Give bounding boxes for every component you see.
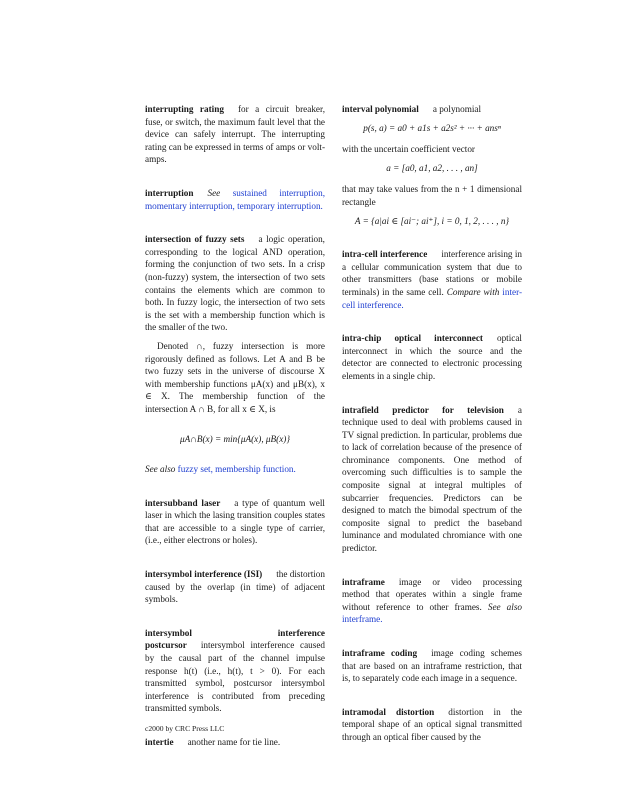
entry-term: intraframe coding — [342, 648, 418, 658]
cross-reference-link[interactable]: sustained interruption, — [232, 187, 325, 198]
entry-term: intraframe — [342, 576, 385, 587]
compare-with-label: Compare with — [446, 286, 500, 297]
entry-intraframe-coding — [342, 647, 522, 685]
entry-definition: interference arising in a cellular communication system that due to other transmitters (base stations or mobile terminals) in the same cell. — [342, 249, 523, 297]
entry-term: intersymbol interference (ISI) — [145, 569, 263, 580]
entry-definition: image coding schemes that are based on an intraframe restriction, that is, to separately code each image in a sequence. — [342, 648, 522, 684]
entry-term: intramodal distortion — [342, 706, 435, 717]
entry-intrafield-predictor — [342, 404, 522, 555]
entry-definition: a polynomial — [432, 104, 482, 114]
entry-term: intrafield predictor for television — [342, 404, 504, 415]
cross-reference-link[interactable]: inter-cell interference. — [342, 286, 523, 310]
entry-term: intersection of fuzzy sets — [145, 234, 245, 245]
equation: A = {a|ai ∈ [ai⁻; ai⁺], i = 0, 1, 2, . . . , n} — [354, 215, 510, 226]
entry-definition: optical interconnect in which the source and the detector are connected to electronic processing elements in a single chip. — [342, 333, 522, 381]
entry-term: intersymbol interference postcursor — [145, 627, 325, 651]
cross-reference-link[interactable]: fuzzy set, — [177, 464, 213, 475]
entry-term: intra-chip optical interconnect — [342, 333, 483, 344]
entry-interval-polynomial — [342, 103, 522, 227]
entry-intra-chip-optical-interconnect — [342, 332, 522, 382]
cross-reference-link[interactable]: momentary interruption, — [145, 200, 235, 211]
entry-term: intertie — [145, 736, 174, 747]
entry-term: intersubband laser — [145, 497, 221, 508]
entry-definition: distortion in the temporal shape of an optical signal transmitted through an optical fiber caused by the — [342, 706, 523, 742]
entry-intertie — [145, 736, 325, 749]
equation: μA∩B(x) = min{μA(x), μB(x)} — [179, 434, 291, 445]
entry-paragraph: Denoted ∩, fuzzy intersection is more rigorously defined as follows. Let A and B be two fuzzy sets in the universe of discourse X with membership functions μA(x) and μB(x), x ∈ X. The membership function of the intersection A ∩ B, for all x ∈ X, is — [145, 340, 325, 414]
equation: a = [a0, a1, a2, . . . , an] — [386, 162, 478, 173]
see-also-label: See also — [487, 601, 522, 612]
cross-reference-link[interactable]: interframe. — [342, 614, 383, 625]
cross-reference-link[interactable]: temporary interruption. — [237, 200, 323, 211]
entry-definition: a technique used to deal with problems caused in TV signal prediction. In particular, problems due to lack of correlation because of the presence of chrominance components. One method of overcoming such difficulties is to sample the composite signal at integral multiples of subcarrier frequencies. Predictors can be designed to match the bimodal spectrum of the composite signal to predict the baseband luminance and modulated chromiance with one predictor. — [342, 404, 522, 554]
see-label: See — [207, 187, 221, 198]
entry-intersection-of-fuzzy-sets — [145, 233, 325, 476]
entry-interruption — [145, 187, 325, 212]
entry-intersymbol-interference — [145, 568, 325, 606]
entry-paragraph: with the uncertain coefficient vector — [342, 144, 475, 155]
cross-reference-link[interactable]: membership function. — [215, 464, 296, 475]
entry-definition: intersymbol interference caused by the causal part of the channel impulse response h(t) (i.e., h(t), t > 0). For each transmitted symbol, postcursor intersymbol interference is contributed from preceding transmitted symbols. — [145, 640, 325, 714]
entry-intramodal-distortion — [342, 706, 522, 744]
entry-paragraph: that may take values from the n + 1 dimensional rectangle — [342, 184, 522, 207]
entry-isi-postcursor — [145, 627, 325, 715]
entry-definition: for a circuit breaker, fuse, or switch, the maximum fault level that the device can safely interrupt. The interrupting rating can be expressed in terms of amps or volt-amps. — [145, 104, 325, 165]
right-column — [342, 103, 522, 765]
entry-intra-cell-interference — [342, 248, 522, 311]
see-also-label: See also — [145, 464, 176, 475]
equation: p(s, a) = a0 + a1s + a2s² + ··· + ansⁿ — [363, 122, 501, 133]
entry-term: interruption — [145, 187, 194, 198]
entry-interrupting-rating — [145, 103, 325, 166]
copyright-footer: c2000 by CRC Press LLC — [145, 724, 225, 733]
entry-definition: the distortion caused by the overlap (in time) of adjacent symbols. — [145, 569, 325, 605]
entry-definition: image or video processing method that operates within a single frame without reference to other frames. — [342, 576, 522, 612]
entry-definition: a logic operation, corresponding to the logical AND operation, forming the conjunction of two sets. In a crisp (non-fuzzy) system, the intersection of two sets contains the elements which are common to both. In fuzzy logic, the intersection of two sets is the set with a membership function which is the smaller of the two. — [145, 234, 325, 333]
entry-intraframe — [342, 576, 522, 626]
entry-term: interrupting rating — [145, 104, 224, 114]
entry-term: intra-cell interference — [342, 249, 428, 260]
left-column — [145, 103, 325, 770]
entry-definition: a type of quantum well laser in which the lasing transition couples states that are accessible to a single type of carrier, (i.e., either electrons or holes). — [145, 497, 325, 546]
entry-definition: another name for tie line. — [187, 736, 281, 747]
entry-intersubband-laser — [145, 497, 325, 547]
entry-term: interval polynomial — [342, 104, 419, 114]
